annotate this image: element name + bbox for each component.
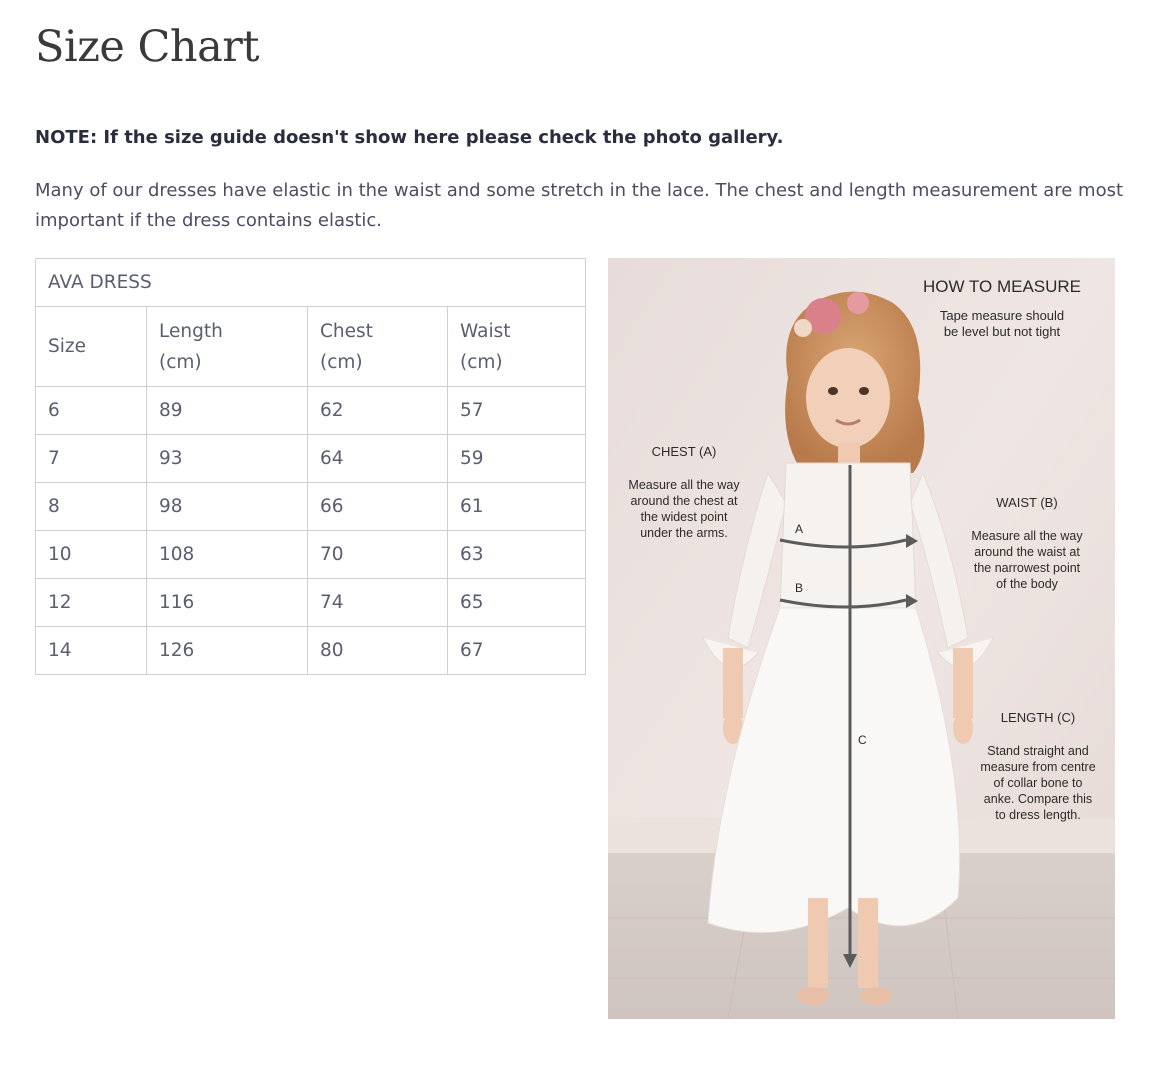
cell-chest: 64 [308, 435, 448, 483]
page-title: Size Chart [35, 22, 260, 72]
cell-waist: 63 [448, 531, 586, 579]
size-guide-note: NOTE: If the size guide doesn't show here please check the photo gallery. [35, 127, 784, 148]
cell-length: 93 [147, 435, 308, 483]
chest-text-line: Measure all the way [628, 478, 740, 492]
cell-size: 14 [36, 627, 147, 675]
waist-text-line: the narrowest point [973, 561, 1081, 575]
cell-length: 116 [147, 579, 308, 627]
chest-title: CHEST (A) [651, 444, 717, 459]
header-chest: Chest (cm) [308, 307, 448, 387]
marker-c: C [858, 733, 867, 747]
length-title: LENGTH (C) [1000, 710, 1076, 725]
length-text-line: measure from centre [980, 760, 1096, 774]
cell-size: 7 [36, 435, 147, 483]
header-length: Length (cm) [147, 307, 308, 387]
waist-text-line: Measure all the way [971, 529, 1083, 543]
cell-waist: 67 [448, 627, 586, 675]
cell-size: 8 [36, 483, 147, 531]
header-size: Size [36, 307, 147, 387]
cell-chest: 62 [308, 387, 448, 435]
table-row [36, 531, 586, 579]
marker-b: B [795, 581, 804, 595]
cell-chest: 74 [308, 579, 448, 627]
marker-a: A [795, 522, 804, 536]
size-chart-table [35, 258, 586, 675]
cell-waist: 65 [448, 579, 586, 627]
how-to-measure-image [608, 258, 1115, 1019]
table-row [36, 627, 586, 675]
table-caption: AVA DRESS [36, 259, 586, 307]
cell-chest: 80 [308, 627, 448, 675]
cell-waist: 61 [448, 483, 586, 531]
table-row [36, 435, 586, 483]
waist-text-line: around the waist at [974, 545, 1080, 559]
length-text-line: to dress length. [995, 808, 1081, 822]
cell-chest: 66 [308, 483, 448, 531]
cell-waist: 57 [448, 387, 586, 435]
cell-size: 6 [36, 387, 147, 435]
tape-note-line: be level but not tight [943, 324, 1061, 339]
intro-paragraph: Many of our dresses have elastic in the waist and some stretch in the lace. The chest and length measurement are most important if the dress contains elastic. [35, 180, 1124, 231]
table-header-row [36, 307, 586, 387]
cell-chest: 70 [308, 531, 448, 579]
header-waist: Waist (cm) [448, 307, 586, 387]
tape-note-line: Tape measure should [939, 308, 1065, 323]
cell-size: 12 [36, 579, 147, 627]
length-text-line: of collar bone to [993, 776, 1083, 790]
chest-text-line: the widest point [640, 510, 728, 524]
how-to-measure-heading: HOW TO MEASURE [922, 277, 1082, 296]
cell-waist: 59 [448, 435, 586, 483]
cell-size: 10 [36, 531, 147, 579]
waist-title: WAIST (B) [996, 495, 1058, 510]
length-text-line: Stand straight and [987, 744, 1089, 758]
table-row [36, 387, 586, 435]
table-row [36, 579, 586, 627]
length-text-line: anke. Compare this [983, 792, 1093, 806]
waist-text-line: of the body [996, 577, 1058, 591]
cell-length: 89 [147, 387, 308, 435]
chest-text-line: under the arms. [640, 526, 728, 540]
table-row [36, 483, 586, 531]
chest-text-line: around the chest at [630, 494, 738, 508]
cell-length: 108 [147, 531, 308, 579]
cell-length: 98 [147, 483, 308, 531]
cell-length: 126 [147, 627, 308, 675]
table-caption-row [36, 259, 586, 307]
